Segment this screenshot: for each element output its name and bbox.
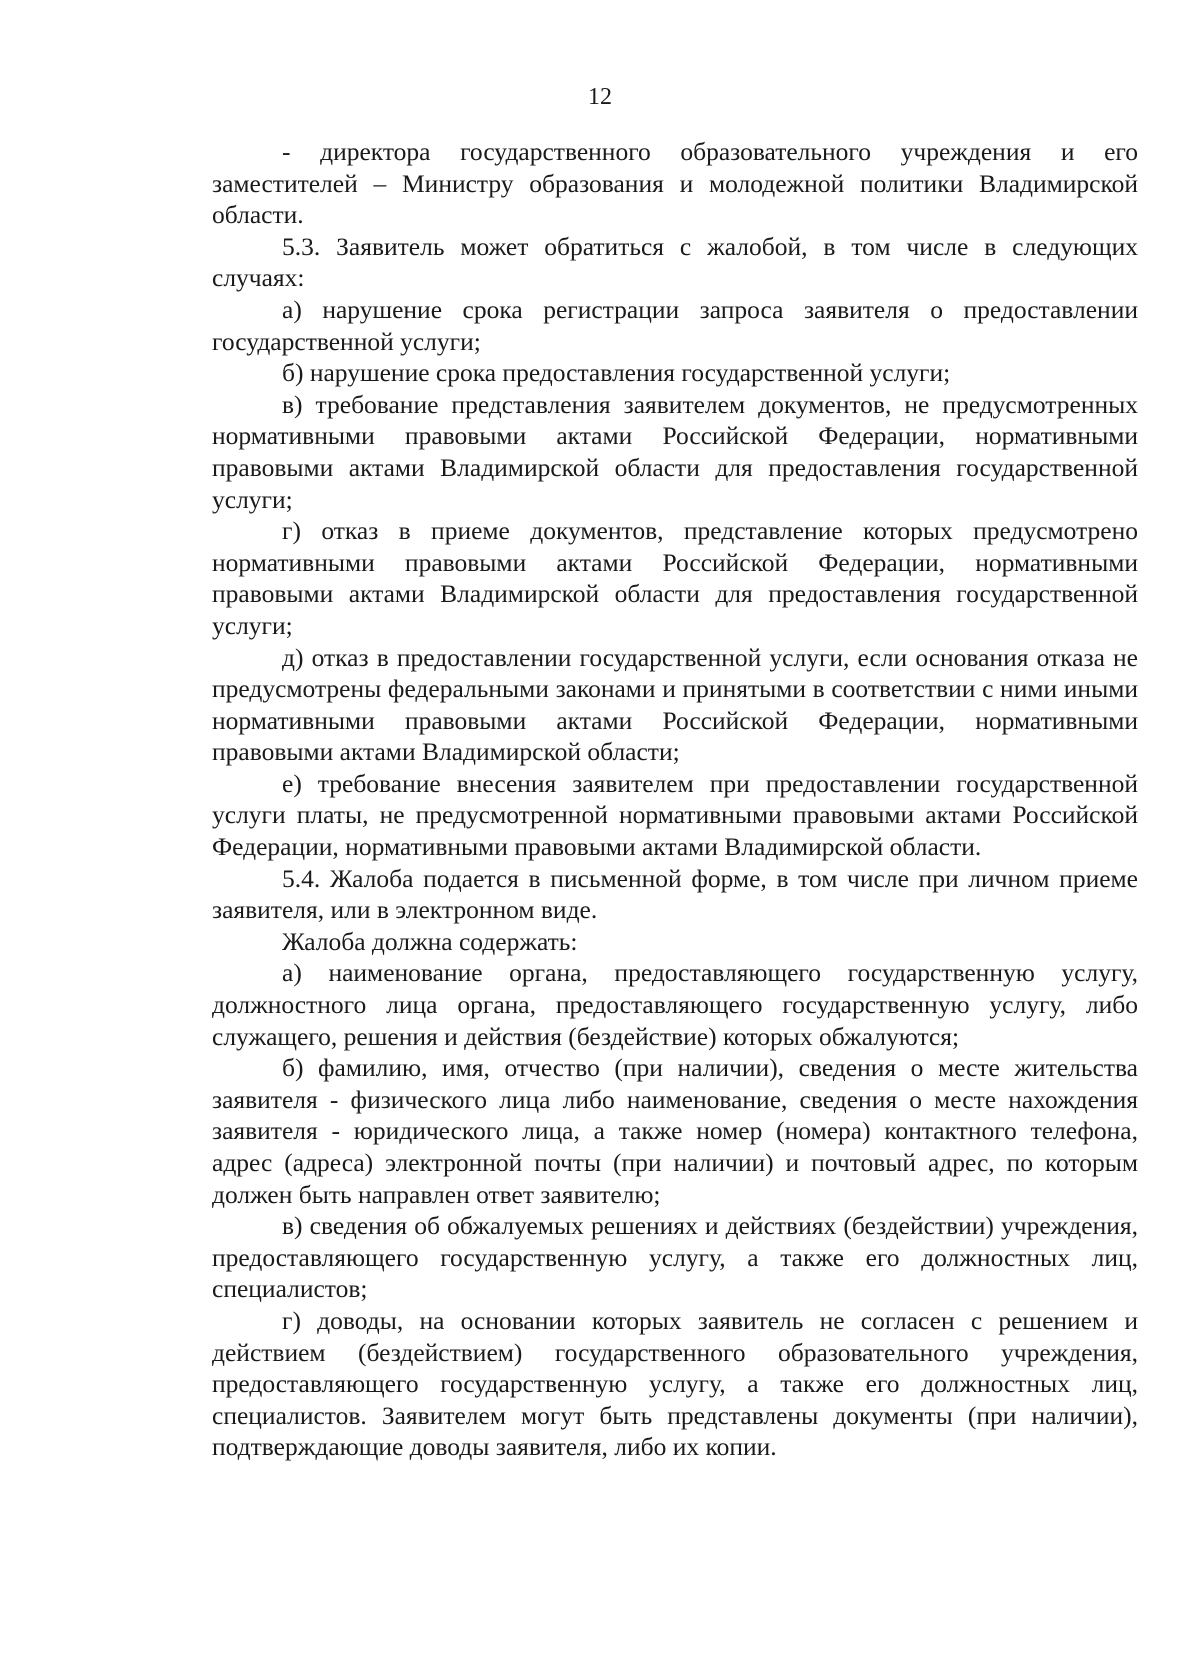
- paragraph-5-4-complaint-form: 5.4. Жалоба подается в письменной форме, в том числе при личном приеме заявителя, или в электронном виде.: [212, 863, 1138, 925]
- paragraph-case-b: б) нарушение срока предоставления государственной услуги;: [282, 358, 951, 388]
- paragraph-case-d: д) отказ в предоставлении государственной услуги, если основания отказа не предусмотрены федеральными законами и принятыми в соответствии с ними иными нормативными правовыми актами Российской Федерации, нормативными правовыми актами Владимирской области;: [212, 642, 1138, 767]
- document-body: [212, 136, 1138, 1463]
- paragraph-content-b: б) фамилию, имя, отчество (при наличии), сведения о месте жительства заявителя - физического лица либо наименование, сведения о месте нахождения заявителя - юридического лица, а также номер (номера) контактного телефона, адрес (адреса) электронной почты (при наличии) и почтовый адрес, по которым должен быть направлен ответ заявителю;: [212, 1053, 1138, 1209]
- paragraph-complaint-contents: Жалоба должна содержать:: [282, 926, 578, 956]
- paragraph-content-v: в) сведения об обжалуемых решениях и действиях (бездействии) учреждения, предоставляющего государственную услугу, а также его должностных лиц, специалистов;: [212, 1211, 1138, 1304]
- paragraph-5-3-complaint-cases: 5.3. Заявитель может обратиться с жалобой, в том числе в следующих случаях:: [212, 231, 1138, 293]
- paragraph-case-v: в) требование представления заявителем документов, не предусмотренных нормативными правовыми актами Российской Федерации, нормативными правовыми актами Владимирской области для предоставления государственной услуги;: [212, 389, 1138, 514]
- paragraph-content-g: г) доводы, на основании которых заявитель не согласен с решением и действием (бездействием) государственного образовательного учреждения, предоставляющего государственную услугу, а также его должностных лиц, специалистов. Заявителем могут быть представлены документы (при наличии), подтверждающие доводы заявителя, либо их копии.: [212, 1305, 1138, 1462]
- page-number: 12: [588, 84, 612, 110]
- paragraph-case-e: е) требование внесения заявителем при предоставлении государственной услуги платы, не предусмотренной нормативными правовыми актами Российской Федерации, нормативными правовыми актами Владимирской области.: [212, 768, 1138, 862]
- paragraph-case-g: г) отказ в приеме документов, представление которых предусмотрено нормативными правовыми актами Российской Федерации, нормативными правовыми актами Владимирской области для предоставления государственной услуги;: [212, 516, 1138, 640]
- paragraph-director-deputies: - директора государственного образовательного учреждения и его заместителей – Министру образования и молодежной политики Владимирской области.: [212, 137, 1138, 230]
- paragraph-case-a: а) нарушение срока регистрации запроса заявителя о предоставлении государственной услуги;: [212, 294, 1138, 356]
- paragraph-content-a: а) наименование органа, предоставляющего государственную услугу, должностного лица органа, предоставляющего государственную услугу, либо служащего, решения и действия (бездействие) которых обжалуются;: [212, 958, 1138, 1051]
